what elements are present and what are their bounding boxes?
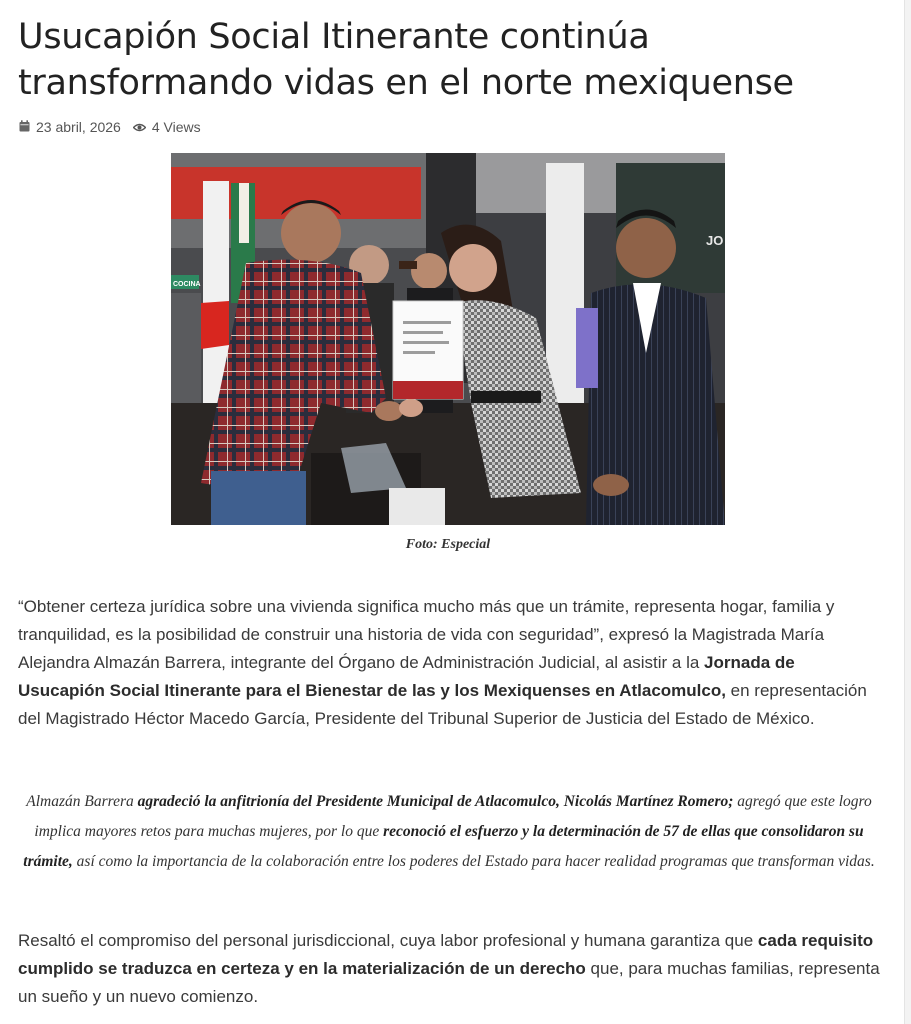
paragraph-2-bold-a: agradeció la anfitrionía del Presidente Municipal de Atlacomulco, Nicolás Martínez Romero;	[137, 793, 734, 810]
article-meta	[19, 119, 201, 135]
paragraph-2-text-b: agregó que este logro implica mayores retos para muchas mujeres, por lo que	[34, 793, 872, 840]
paragraph-1-bold: Jornada de Usucapión Social Itinerante para el Bienestar de las y los Mexiquenses en Atlacomulco,	[18, 653, 795, 700]
article-views-count: 4 Views	[151, 119, 201, 135]
photo-sign-text: COCINA	[173, 281, 201, 288]
photo-caption: Foto: Especial	[405, 537, 491, 552]
article-title: Usucapión Social Itinerante continúa transformando vidas en el norte mexiquense	[18, 17, 794, 103]
paragraph-1-text-a: “Obtener certeza jurídica sobre una vivienda significa mucho más que un trámite, representa hogar, familia y tranquilidad, es la posibilidad de construir una historia de vida con seguridad”, expresó la Magistrada María Alejandra Almazán Barrera, integrante del Órgano de Administración Judicial, al asistir a la	[18, 597, 835, 672]
event-photo-illustration	[171, 153, 725, 525]
eye-icon	[133, 119, 146, 135]
paragraph-2-text-a: Almazán Barrera	[26, 793, 138, 810]
calendar-icon	[19, 119, 30, 135]
paragraph-2	[20, 787, 878, 877]
paragraph-1	[18, 593, 880, 733]
paragraph-3-text-b: que, para muchas familias, representa un sueño y un nuevo comienzo.	[18, 959, 880, 1006]
photo-banner-text: JO	[706, 233, 724, 248]
paragraph-2-text-c: así como la importancia de la colaboración entre los poderes del Estado para hacer realidad programas que transforman vidas.	[72, 853, 875, 870]
paragraph-3-text-a: Resaltó el compromiso del personal jurisdiccional, cuya labor profesional y humana garantiza que	[18, 931, 758, 950]
article-views	[133, 119, 201, 135]
page-scroll-edge	[904, 0, 911, 1024]
paragraph-3	[18, 927, 880, 1011]
article-photo	[171, 153, 725, 525]
paragraph-1-text-b: en representación del Magistrado Héctor Macedo García, Presidente del Tribunal Superior de Justicia del Estado de México.	[18, 681, 867, 728]
article-date: 23 abril, 2026	[36, 119, 121, 135]
paragraph-2-bold-b: reconoció el esfuerzo y la determinación de 57 de ellas que consolidaron su trámite,	[23, 823, 864, 870]
paragraph-3-bold: cada requisito cumplido se traduzca en certeza y en la materialización de un derecho	[18, 931, 874, 978]
